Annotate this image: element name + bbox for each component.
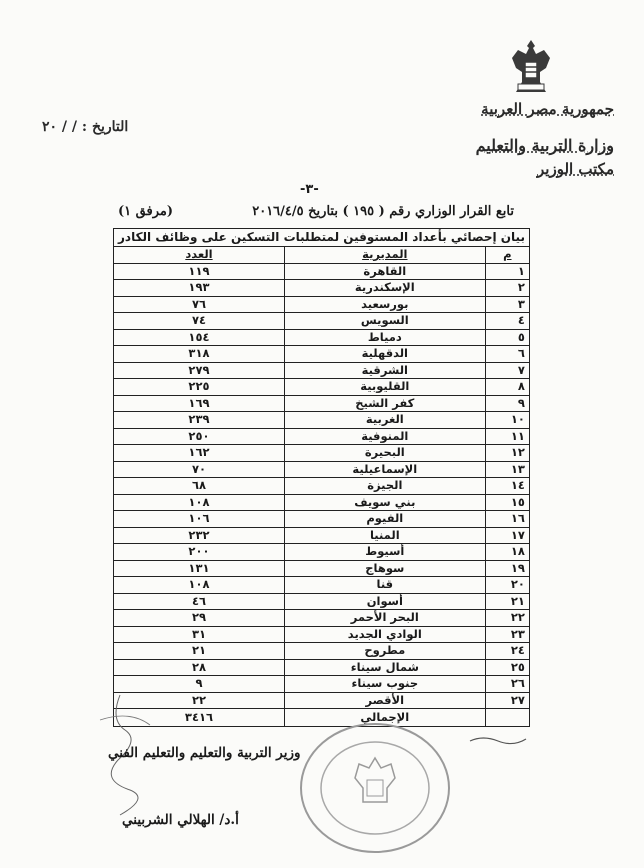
table-row [114,412,530,429]
row-directorate-cell: البحيرة [284,445,485,462]
table-row [114,544,530,561]
table-row [114,478,530,495]
row-count-cell: ٢٥٠ [114,428,285,445]
row-count-cell: ١١٩ [114,263,285,280]
table-row [114,296,530,313]
row-directorate-cell: بورسعيد [284,296,485,313]
header-index: م [485,247,529,264]
table-row [114,445,530,462]
row-count-cell: ٢٣٩ [114,412,285,429]
row-directorate-cell: القاهرة [284,263,485,280]
row-directorate-cell: الفيوم [284,511,485,528]
minister-title: وزير التربية والتعليم والتعليم الفني [108,745,301,761]
row-directorate-cell: الغربية [284,412,485,429]
row-count-cell: ١٠٦ [114,511,285,528]
row-directorate-cell: شمال سيناء [284,659,485,676]
table-row [114,346,530,363]
table-row [114,577,530,594]
decree-text: تابع القرار الوزاري رقم ( ١٩٥ ) بتاريخ ٢٠١٦/٤/٥ [252,204,514,219]
attachment-label: (مرفق ١) [118,204,174,219]
row-directorate-cell: الإسماعيلية [284,461,485,478]
row-index-cell: ١١ [485,428,529,445]
row-index-cell: ١٣ [485,461,529,478]
row-directorate-cell: المنيا [284,527,485,544]
row-index-cell: ١٢ [485,445,529,462]
table-row [114,511,530,528]
table-row [114,362,530,379]
table-row [114,494,530,511]
row-count-cell: ١٦٩ [114,395,285,412]
table-caption: بيان إحصائي بأعداد المستوفين لمتطلبات التسكين على وظائف الكادر [114,229,530,247]
page-number: -٣- [300,182,319,197]
table-row [114,610,530,627]
row-index-cell: ٢٦ [485,676,529,693]
row-count-cell: ٢١ [114,643,285,660]
row-count-cell: ٧٠ [114,461,285,478]
table-row [114,379,530,396]
row-count-cell: ٢٣٢ [114,527,285,544]
table-row [114,560,530,577]
date-line: التاريخ : / / ٢٠ [42,119,129,135]
row-count-cell: ١٠٨ [114,494,285,511]
row-directorate-cell: أسوان [284,593,485,610]
row-directorate-cell: الدقهلية [284,346,485,363]
table-row [114,395,530,412]
row-count-cell: ٣١٨ [114,346,285,363]
row-directorate-cell: القليوبية [284,379,485,396]
row-index-cell: ٦ [485,346,529,363]
row-directorate-cell: البحر الأحمر [284,610,485,627]
row-directorate-cell: قنا [284,577,485,594]
row-count-cell: ٩ [114,676,285,693]
row-count-cell: ٣١ [114,626,285,643]
row-index-cell: ١٦ [485,511,529,528]
table-row [114,280,530,297]
table-row [114,527,530,544]
table-row [114,313,530,330]
row-index-cell: ١٤ [485,478,529,495]
row-index-cell: ٥ [485,329,529,346]
row-count-cell: ٢٩ [114,610,285,627]
table-row [114,643,530,660]
row-directorate-cell: السويس [284,313,485,330]
row-index-cell: ٢ [485,280,529,297]
row-directorate-cell: الأقصر [284,692,485,709]
row-count-cell: ٢٢ [114,692,285,709]
row-count-cell: ٢٠٠ [114,544,285,561]
row-index-cell: ٨ [485,379,529,396]
republic-heading: جمهورية مصر العربية [481,100,614,118]
header-count: العدد [114,247,285,264]
row-directorate-cell: مطروح [284,643,485,660]
eagle-emblem-icon [510,38,552,96]
row-count-cell: ٢٧٩ [114,362,285,379]
row-index-cell: ٣ [485,296,529,313]
row-index-cell: ٧ [485,362,529,379]
row-index-cell: ١٩ [485,560,529,577]
row-index-cell: ٤ [485,313,529,330]
row-count-cell: ٤٦ [114,593,285,610]
row-directorate-cell: الشرقية [284,362,485,379]
row-index-cell: ٢١ [485,593,529,610]
row-count-cell: ٧٦ [114,296,285,313]
minister-name: أ.د/ الهلالي الشربيني [122,812,239,828]
table-row [114,461,530,478]
table-row [114,263,530,280]
row-index-cell: ١٨ [485,544,529,561]
row-count-cell: ١٠٨ [114,577,285,594]
header-directorate: المديرية [284,247,485,264]
row-count-cell: ١٩٣ [114,280,285,297]
row-directorate-cell: أسيوط [284,544,485,561]
row-index-cell: ٢٠ [485,577,529,594]
row-directorate-cell: بني سويف [284,494,485,511]
table-row [114,428,530,445]
decree-line [118,204,514,219]
row-index-cell: ١ [485,263,529,280]
ministry-heading: وزارة التربية والتعليم [475,136,614,155]
row-count-cell: ١٣١ [114,560,285,577]
row-directorate-cell: المنوفية [284,428,485,445]
row-count-cell: ١٦٢ [114,445,285,462]
row-count-cell: ٢٨ [114,659,285,676]
row-count-cell: ٢٢٥ [114,379,285,396]
row-index-cell: ١٧ [485,527,529,544]
row-count-cell: ٦٨ [114,478,285,495]
row-directorate-cell: كفر الشيخ [284,395,485,412]
row-directorate-cell: دمياط [284,329,485,346]
row-index-cell: ٩ [485,395,529,412]
row-index-cell: ٢٥ [485,659,529,676]
row-directorate-cell: الجيزة [284,478,485,495]
row-index-cell: ١٥ [485,494,529,511]
statistics-table [113,228,530,727]
total-label: الإجمالي [284,709,485,727]
table-row [114,593,530,610]
row-index-cell: ٢٤ [485,643,529,660]
table-row [114,329,530,346]
row-count-cell: ١٥٤ [114,329,285,346]
table-row [114,626,530,643]
row-directorate-cell: سوهاج [284,560,485,577]
handwritten-mark [468,733,528,747]
row-count-cell: ٧٤ [114,313,285,330]
total-count: ٣٤١٦ [114,709,285,727]
row-index-cell: ٢٣ [485,626,529,643]
total-index-cell [485,709,529,727]
row-index-cell: ١٠ [485,412,529,429]
row-directorate-cell: جنوب سيناء [284,676,485,693]
row-directorate-cell: الوادي الجديد [284,626,485,643]
row-index-cell: ٢٢ [485,610,529,627]
official-seal [295,718,455,858]
row-directorate-cell: الإسكندرية [284,280,485,297]
table-row [114,659,530,676]
office-heading: مكتب الوزير [537,160,614,178]
row-index-cell: ٢٧ [485,692,529,709]
